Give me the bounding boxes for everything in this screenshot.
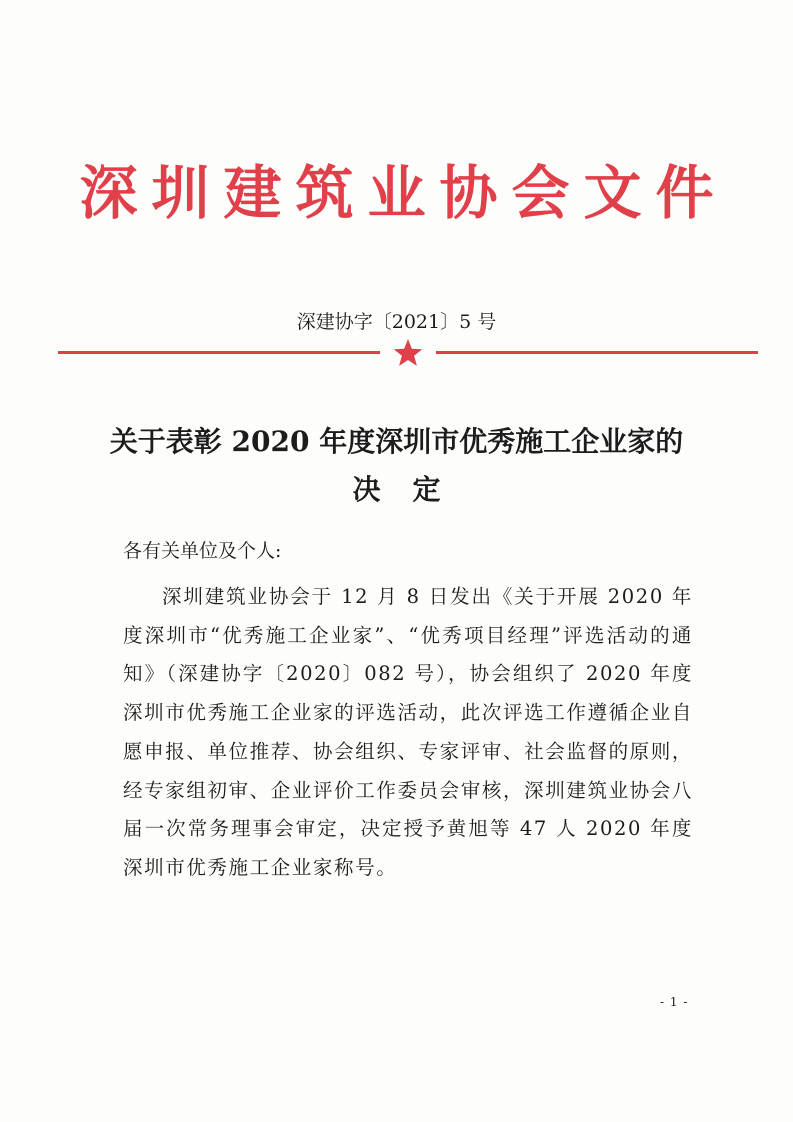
red-divider [58,337,758,367]
divider-line-right [436,351,758,354]
title-line-1: 关于表彰 2020 年度深圳市优秀施工企业家的 [109,425,684,458]
document-number: 深建协字〔2021〕5 号 [296,311,497,333]
star-icon [394,339,423,366]
salutation: 各有关单位及个人: [123,540,282,562]
page-number: - 1 - [660,995,689,1009]
body-paragraph: 深圳建筑业协会于 12 月 8 日发出《关于开展 2020 年度深圳市“优秀施工企业家”、“优秀项目经理”评选活动的通知》（深建协字〔2020〕082 号），协会组织了 2020 年度深圳市优秀施工企业家的评选活动，此次评选工作遵循企业自愿申报、单位推荐、协会组织、专家评审、社会监督的原则，经专家组初审、企业评价工作委员会审核，深圳建筑业协会八届一次常务理事会审定，决定授予黄旭等 47 人 2020 年度深圳市优秀施工企业家称号。 [123,585,693,879]
document-title [60,418,733,514]
title-line-2: 决定 [352,473,473,506]
org-masthead: 深圳建筑业协会文件 [79,159,728,227]
divider-line-left [58,351,380,354]
